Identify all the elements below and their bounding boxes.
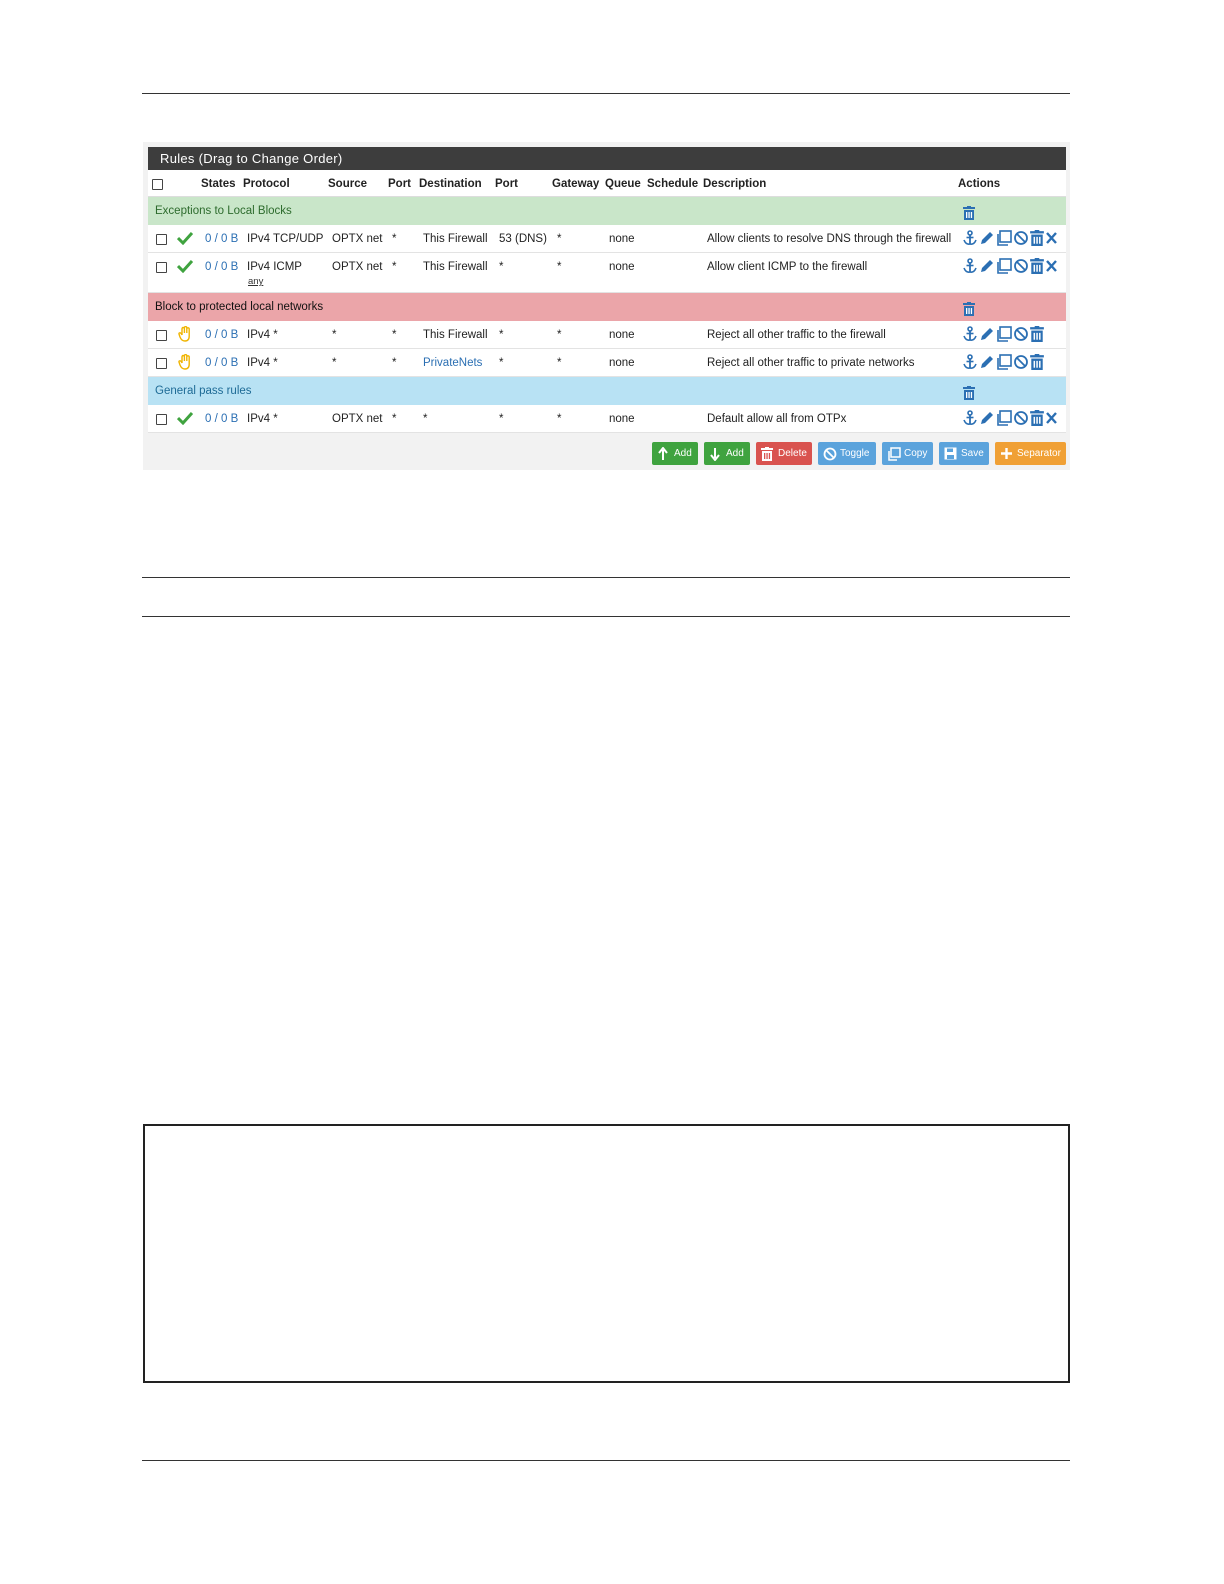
icmp-subtype-link[interactable]: any xyxy=(248,276,264,287)
clone-icon xyxy=(887,447,901,461)
delete-button[interactable] xyxy=(756,442,812,465)
row-actions xyxy=(962,326,1045,342)
arrow-up-icon xyxy=(657,447,669,461)
col-gateway[interactable]: Gateway xyxy=(552,178,600,190)
col-destination[interactable]: Destination xyxy=(419,178,482,190)
col-schedule[interactable]: Schedule xyxy=(647,178,699,190)
disable-icon[interactable] xyxy=(1013,258,1029,274)
gateway-value: * xyxy=(557,233,562,245)
port-value: * xyxy=(392,413,397,425)
add-top-label: Add xyxy=(674,448,692,459)
queue-value: none xyxy=(609,329,635,341)
add-bottom-button[interactable] xyxy=(704,442,750,465)
check-icon[interactable] xyxy=(177,231,193,248)
delete-label: Delete xyxy=(778,448,807,459)
table-row[interactable] xyxy=(148,225,1066,253)
source-value: OPTX net xyxy=(332,233,383,245)
top-rule-line xyxy=(142,93,1070,94)
gateway-value: * xyxy=(557,413,562,425)
queue-value: none xyxy=(609,233,635,245)
dest-port-value: * xyxy=(499,413,504,425)
delete-icon[interactable] xyxy=(1030,410,1044,426)
add-top-button[interactable] xyxy=(652,442,698,465)
trash-icon xyxy=(761,447,773,461)
description-value: Allow clients to resolve DNS through the firewall xyxy=(707,233,952,245)
col-dest-port[interactable]: Port xyxy=(495,178,518,190)
disable-icon[interactable] xyxy=(1013,230,1029,246)
separator-label-btn: Separator xyxy=(1017,448,1061,459)
destination-value: * xyxy=(423,413,428,425)
dest-port-value: * xyxy=(499,357,504,369)
description-value: Reject all other traffic to private networks xyxy=(707,357,915,369)
copy-icon[interactable] xyxy=(996,410,1012,426)
col-states[interactable]: States xyxy=(201,178,236,190)
copy-icon[interactable] xyxy=(996,354,1012,370)
edit-icon[interactable] xyxy=(979,326,995,342)
source-value: OPTX net xyxy=(332,413,383,425)
description-value: Reject all other traffic to the firewall xyxy=(707,329,886,341)
protocol-value: IPv4 * xyxy=(247,413,278,425)
divider-line-1 xyxy=(142,577,1070,578)
destination-value: This Firewall xyxy=(423,329,488,341)
close-icon[interactable] xyxy=(1045,410,1058,426)
dest-port-value: * xyxy=(499,261,504,273)
states-value[interactable]: 0 / 0 B xyxy=(205,357,239,369)
dest-port-value: 53 (DNS) xyxy=(499,233,547,245)
save-button[interactable] xyxy=(939,442,989,465)
col-port[interactable]: Port xyxy=(388,178,411,190)
add-bottom-label: Add xyxy=(726,448,744,459)
gateway-value: * xyxy=(557,357,562,369)
select-all-checkbox[interactable] xyxy=(152,179,163,190)
anchor-icon[interactable] xyxy=(962,354,978,370)
copy-icon[interactable] xyxy=(996,230,1012,246)
destination-value: This Firewall xyxy=(423,261,488,273)
port-value: * xyxy=(392,233,397,245)
col-protocol[interactable]: Protocol xyxy=(243,178,290,190)
bottom-rule-line xyxy=(142,1460,1070,1461)
gateway-value: * xyxy=(557,261,562,273)
dest-port-value: * xyxy=(499,329,504,341)
row-actions xyxy=(962,230,1059,246)
toggle-button[interactable] xyxy=(818,442,876,465)
anchor-icon[interactable] xyxy=(962,230,978,246)
source-value: * xyxy=(332,357,337,369)
check-icon[interactable] xyxy=(177,259,193,276)
rules-panel xyxy=(143,142,1070,470)
protocol-value: IPv4 * xyxy=(247,357,278,369)
delete-icon[interactable] xyxy=(1030,258,1044,274)
close-icon[interactable] xyxy=(1045,258,1058,274)
edit-icon[interactable] xyxy=(979,354,995,370)
destination-alias-link[interactable]: PrivateNets xyxy=(423,357,483,369)
empty-content-frame xyxy=(143,1124,1070,1383)
protocol-value: IPv4 TCP/UDP xyxy=(247,233,324,245)
row-actions xyxy=(962,354,1045,370)
row-actions xyxy=(962,258,1059,274)
port-value: * xyxy=(392,357,397,369)
states-value[interactable]: 0 / 0 B xyxy=(205,233,239,245)
anchor-icon[interactable] xyxy=(962,258,978,274)
table-row[interactable] xyxy=(148,321,1066,349)
col-actions: Actions xyxy=(958,178,1001,190)
separator-row[interactable] xyxy=(148,197,1066,225)
edit-icon[interactable] xyxy=(979,410,995,426)
states-value[interactable]: 0 / 0 B xyxy=(205,261,239,273)
plus-icon xyxy=(1000,447,1013,460)
anchor-icon[interactable] xyxy=(962,410,978,426)
copy-icon[interactable] xyxy=(996,258,1012,274)
disable-icon[interactable] xyxy=(1013,354,1029,370)
row-checkbox[interactable] xyxy=(156,414,167,425)
rules-table xyxy=(148,170,1066,433)
row-checkbox[interactable] xyxy=(156,234,167,245)
port-value: * xyxy=(392,329,397,341)
table-row[interactable] xyxy=(148,349,1066,377)
states-value[interactable]: 0 / 0 B xyxy=(205,329,239,341)
copy-label: Copy xyxy=(904,448,928,459)
separator-row[interactable] xyxy=(148,293,1066,321)
copy-icon[interactable] xyxy=(996,326,1012,342)
separator-label: Exceptions to Local Blocks xyxy=(155,205,292,217)
divider-line-2 xyxy=(142,616,1070,617)
panel-title: Rules (Drag to Change Order) xyxy=(148,147,1066,170)
separator-button[interactable] xyxy=(995,442,1066,465)
delete-icon[interactable] xyxy=(1030,230,1044,246)
description-value: Default allow all from OTPx xyxy=(707,413,847,425)
separator-row[interactable] xyxy=(148,377,1066,405)
row-checkbox[interactable] xyxy=(156,358,167,369)
disable-icon[interactable] xyxy=(1013,410,1029,426)
arrow-down-icon xyxy=(709,447,721,461)
queue-value: none xyxy=(609,261,635,273)
edit-icon[interactable] xyxy=(979,230,995,246)
table-row[interactable] xyxy=(148,253,1066,293)
col-source[interactable]: Source xyxy=(328,178,367,190)
destination-value: This Firewall xyxy=(423,233,488,245)
gateway-value: * xyxy=(557,329,562,341)
save-label: Save xyxy=(961,448,984,459)
edit-icon[interactable] xyxy=(979,258,995,274)
delete-icon[interactable] xyxy=(1030,326,1044,342)
floppy-disk-icon xyxy=(944,447,957,460)
table-header xyxy=(148,170,1066,197)
states-value[interactable]: 0 / 0 B xyxy=(205,413,239,425)
close-icon[interactable] xyxy=(1045,230,1058,246)
separator-label: General pass rules xyxy=(155,385,252,397)
queue-value: none xyxy=(609,357,635,369)
col-description[interactable]: Description xyxy=(703,178,767,190)
col-queue[interactable]: Queue xyxy=(605,178,641,190)
protocol-value: IPv4 * xyxy=(247,329,278,341)
ban-icon xyxy=(823,447,837,461)
hand-icon[interactable] xyxy=(178,326,192,345)
row-checkbox[interactable] xyxy=(156,262,167,273)
row-checkbox[interactable] xyxy=(156,330,167,341)
copy-button[interactable] xyxy=(882,442,933,465)
port-value: * xyxy=(392,261,397,273)
row-actions xyxy=(962,410,1059,426)
queue-value: none xyxy=(609,413,635,425)
toggle-label: Toggle xyxy=(840,448,870,459)
protocol-value: IPv4 ICMP xyxy=(247,261,302,273)
source-value: OPTX net xyxy=(332,261,383,273)
disable-icon[interactable] xyxy=(1013,326,1029,342)
check-icon[interactable] xyxy=(177,411,193,428)
separator-label: Block to protected local networks xyxy=(155,301,324,313)
source-value: * xyxy=(332,329,337,341)
delete-icon[interactable] xyxy=(1030,354,1044,370)
hand-icon[interactable] xyxy=(178,354,192,373)
table-row[interactable] xyxy=(148,405,1066,433)
description-value: Allow client ICMP to the firewall xyxy=(707,261,868,273)
anchor-icon[interactable] xyxy=(962,326,978,342)
